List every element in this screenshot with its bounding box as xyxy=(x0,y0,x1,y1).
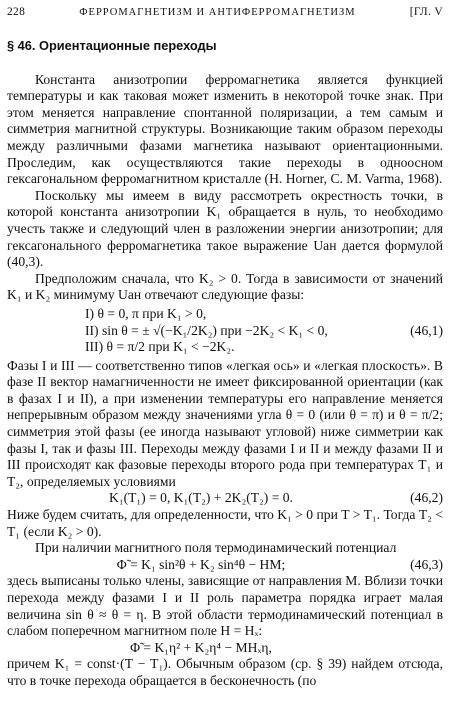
running-title: ФЕРРОМАГНЕТИЗМ И АНТИФЕРРОМАГНЕТИЗМ xyxy=(79,7,356,18)
paragraph-order-parameter: здесь выписаны только члены, зависящие от направления M. Вблизи точки перехода между фазами I и II роль параметра порядка играет малая величина sin θ ≈ θ = η. В этой области термодинамический потенциал в слабом поперечном магнитном поле H = Hₓ: xyxy=(7,573,443,639)
phase-condition: sin θ = ± √(−K₁/2K₂) при −2K₂ < K₁ < 0, xyxy=(102,322,328,338)
phase-row xyxy=(7,306,443,323)
equation-46-2 xyxy=(7,490,443,507)
equation-number xyxy=(395,339,443,356)
page-number: 228 xyxy=(7,6,26,18)
equation-body: Φ̃ = K₁ sin²θ + K₂ sin⁴θ − HM; xyxy=(116,556,286,572)
equation-body: Φ̃ = K₁η² + K₂η⁴ − MHₓη, xyxy=(130,639,272,655)
chapter-label: [ГЛ. V xyxy=(409,6,443,18)
paragraph-closing: причем K₁ = const·(T − T₁). Обычным образом (ср. § 39) найдем отсюда, что в точке перехода обращается в бесконечность (по xyxy=(7,656,443,688)
equation-body: K₁(T₁) = 0, K₁(T₂) + 2K₂(T₂) = 0. xyxy=(109,490,293,506)
paragraph-assumption: Предположим сначала, что K₂ > 0. Тогда в зависимости от значений K₁ и K₂ минимуму Uан отвечают следующие фазы: xyxy=(7,270,443,303)
equation-46-3 xyxy=(7,557,443,574)
paragraph-field: При наличии магнитного поля термодинамический потенциал xyxy=(35,540,397,556)
phase-condition: θ = π/2 при K₁ < −2K₂. xyxy=(106,339,235,355)
equation-number: (46,1) xyxy=(410,322,443,338)
paragraph-intro: Константа анизотропии ферромагнетика является функцией температуры и как таковая может изменить в некоторой точке знак. При этом меняется направление спонтанной поляризации, а тем самым и симметрия магнитной структуры. Возникающие таким образом переходы между различными фазами магнетика называют ориентационными. Проследим, как осуществляются такие переходы в одноосном гексагональном ферромагнитном кристалле (H. Horner, C. M. Varma, 1968). xyxy=(7,71,443,187)
paragraph-phases: Фазы I и III — соответственно типов «легкая ось» и «легкая плоскость». В фазе II вектор намагниченности не имеет фиксированной ориентации (как в фазах I и II), а при изменении температуры его направление меняется непрерывным образом между значениями угла θ = 0 (или θ = π) и θ = π/2; симметрия этой фазы (ее иногда называют угловой) ниже симметрии как фазы I, так и фазы III. Переходы между фазами I и II и между фазами II и III происходят как фазовые переходы второго рода при температурах T₁ и T₂, определяемых условиями xyxy=(7,357,443,489)
phase-label: II) xyxy=(85,322,99,338)
page-header xyxy=(7,4,443,22)
phase-row xyxy=(7,339,443,356)
phases-list xyxy=(7,306,443,356)
section-title: § 46. Ориентационные переходы xyxy=(7,38,217,53)
equation-number xyxy=(395,306,443,323)
paragraph-anisotropy: Поскольку мы имеем в виду рассмотреть окрестность точки, в которой константа анизотропии K₁ обращается в нуль, то необходимо учесть также и следующий член в разложении энергии анизотропии; для гексагонального ферромагнетика такое выражение Uан дается формулой (40,3). xyxy=(7,187,443,270)
equation-number: (46,2) xyxy=(410,490,443,506)
equation-potential xyxy=(7,640,443,657)
paragraph-definiteness: Ниже будем считать, для определенности, что K₁ > 0 при T > T₁. Тогда T₂ < T₁ (если K₂ > 0). xyxy=(7,507,443,539)
phase-label: I) xyxy=(85,305,95,321)
phase-condition: θ = 0, π при K₁ > 0, xyxy=(97,305,207,321)
phase-label: III) xyxy=(85,339,104,355)
equation-number: (46,3) xyxy=(410,556,443,572)
phase-row xyxy=(7,323,443,340)
